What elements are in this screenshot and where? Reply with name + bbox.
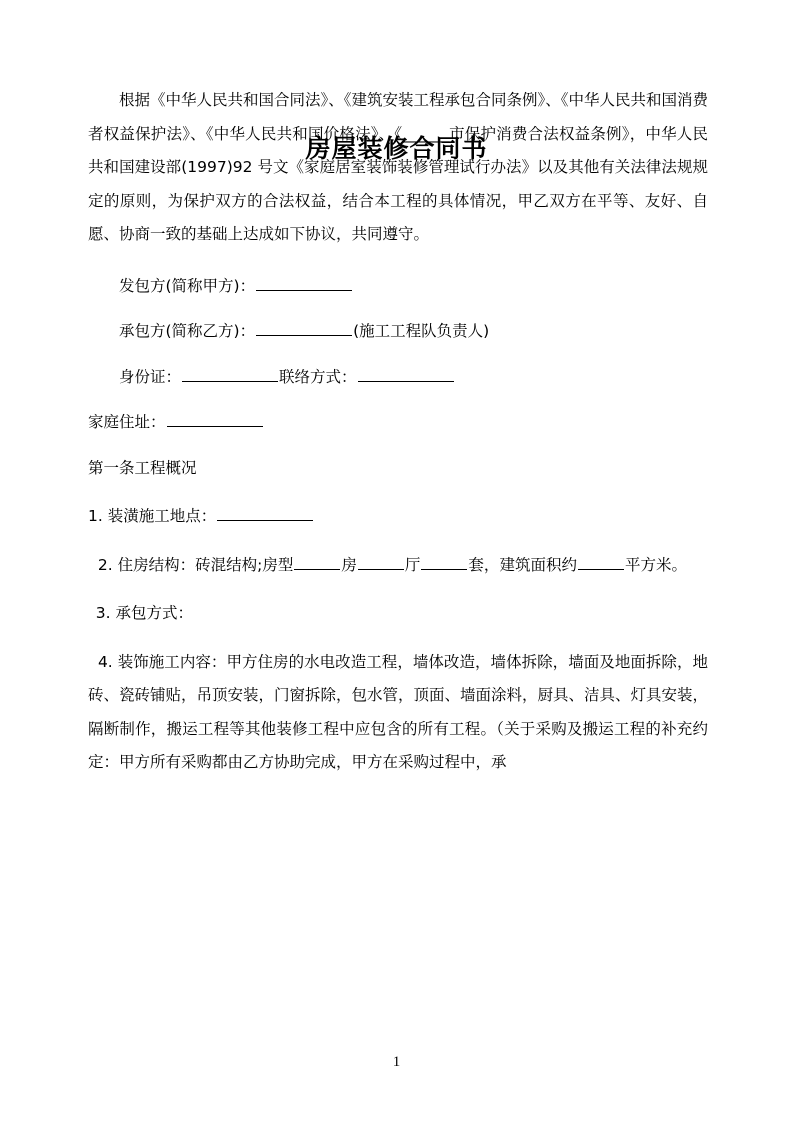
item-1-input[interactable] — [217, 505, 313, 521]
item-4-row — [88, 646, 708, 780]
party-b-label: 承包方(简称乙方)： — [119, 322, 256, 340]
spacer-item1-item2 — [88, 534, 708, 549]
spacer-before-article — [88, 440, 708, 452]
id-contact-row — [88, 361, 708, 395]
spacer-after-title — [88, 0, 708, 84]
item-2-area-input[interactable] — [578, 554, 624, 570]
contact-input[interactable] — [358, 366, 454, 382]
item-2-rooms-input[interactable] — [294, 554, 340, 570]
item-2-area-label: 建筑面积约 — [499, 555, 577, 574]
item-2-halls-input[interactable] — [358, 554, 404, 570]
contact-label: 联络方式： — [279, 367, 357, 386]
article-one-heading: 第一条工程概况 — [88, 458, 197, 477]
item-3-number: 3. — [95, 604, 111, 622]
page-title: 房屋装修合同书 — [305, 134, 488, 163]
party-a-row — [88, 270, 708, 304]
party-b-suffix: (施工工程队负责人) — [353, 322, 490, 340]
address-row — [88, 406, 708, 440]
item-2-unit-rooms: 房 — [341, 555, 357, 574]
item-1-label: 装潢施工地点： — [107, 507, 217, 525]
item-2-room-prefix: 房型 — [262, 555, 294, 574]
spacer-before-parties — [88, 252, 708, 270]
item-1-number: 1. — [88, 507, 103, 525]
address-input[interactable] — [167, 411, 263, 427]
item-2-unit-halls: 厅 — [404, 555, 421, 574]
item-4-text: 4. 装饰施工内容：甲方住房的水电改造工程，墙体改造，墙体拆除，墙面及地面拆除，地砖、瓷砖铺贴，吊顶安装，门窗拆除，包水管，顶面、墙面涂料，厨具、洁具、灯具安装，隔断制作，搬运工程等其他装修工程中应包含的所有工程。（关于采购及搬运工程的补充约定：甲方所有采购都由乙方协助完成，甲方在采购过程中，承 — [88, 652, 709, 771]
id-label: 身份证： — [119, 367, 182, 386]
document-body — [88, 0, 708, 780]
spacer-parties-1 — [88, 303, 708, 315]
item-2-number: 2. — [97, 555, 113, 574]
id-input[interactable] — [182, 366, 278, 382]
party-a-input[interactable] — [256, 275, 352, 291]
page-number: 1 — [392, 1054, 401, 1070]
party-a-label: 发包方(简称甲方)： — [119, 276, 256, 295]
item-1-row — [88, 500, 708, 534]
item-2-structure-type: 砖混结构 — [195, 555, 258, 574]
item-2-sets-input[interactable] — [421, 554, 467, 570]
preamble-paragraph: 根据《中华人民共和国合同法》、《建筑安装工程承包合同条例》、《中华人民共和国消费者权益保护法》、《中华人民共和国价格法》、《______市保护消费合法权益条例》，中华人民共和国建设部(1997)92 号文《家庭居室装饰装修管理试行办法》以及其他有关法律法规规定的原则，为保护双方的合法权益，结合本工程的具体情况，甲乙双方在平等、友好、自愿、协商一致的基础上达成如下协议，共同遵守。 — [88, 91, 709, 243]
item-2-area-unit: 平方米。 — [624, 555, 687, 574]
item-2-row: 2. 住房结构：砖混结构;房型 房 厅 套，建筑面积约 平方米。 — [97, 555, 687, 574]
item-3-row — [88, 597, 708, 631]
address-label: 家庭住址： — [88, 413, 166, 431]
item-3-label: 承包方式： — [115, 604, 193, 622]
spacer-item3-item4 — [88, 631, 708, 646]
spacer-parties-3 — [88, 394, 708, 406]
spacer-parties-2 — [88, 349, 708, 361]
spacer-heading-item1 — [88, 485, 708, 500]
party-b-row — [88, 315, 708, 349]
party-b-input[interactable] — [256, 320, 352, 336]
spacer-item2-item3 — [88, 582, 708, 597]
item-2-unit-sets: 套 — [468, 555, 484, 574]
item-2-label: 住房结构： — [117, 555, 196, 574]
